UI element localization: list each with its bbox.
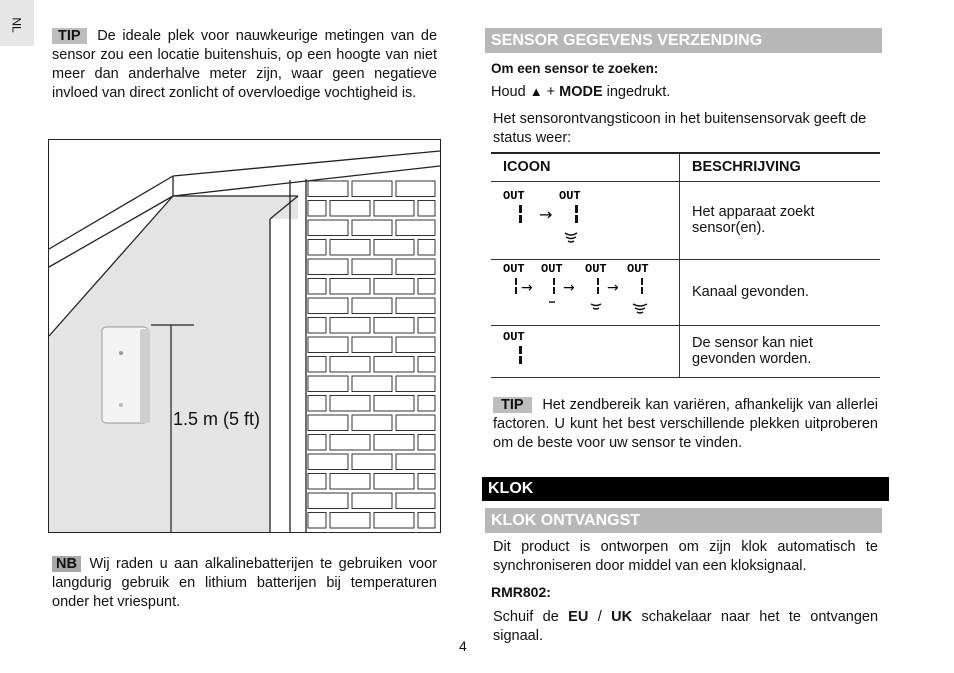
- brick: [352, 493, 392, 509]
- tip2-badge: TIP: [493, 397, 532, 413]
- model-label: RMR802:: [491, 584, 551, 600]
- nb-text: Wij raden u aan alkalinebatterijen te gebruiken voor langdurig gebruik en lithium batterijen bij temperaturen onder het vriespunt.: [52, 556, 438, 610]
- section-title-klok: KLOK: [482, 477, 889, 501]
- brick: [308, 454, 348, 470]
- brick: [396, 376, 435, 392]
- mode-key: MODE: [559, 84, 603, 100]
- brick: [418, 201, 435, 217]
- svg-text:→: →: [607, 280, 619, 296]
- nb-badge: NB: [52, 556, 81, 572]
- height-label: 1.5 m (5 ft): [173, 409, 261, 429]
- uk-key: UK: [611, 609, 633, 625]
- brick: [308, 513, 326, 529]
- section-title-klok-ontvangst: KLOK ONTVANGST: [485, 508, 882, 533]
- out-label: OUT: [541, 262, 563, 276]
- brick: [374, 474, 414, 490]
- brick: [330, 240, 370, 256]
- svg-text:→: →: [539, 205, 553, 224]
- searching-icon-cell: [491, 181, 680, 259]
- tip-badge: TIP: [52, 28, 87, 44]
- brick: [396, 181, 435, 197]
- hold-prefix: Houd: [491, 84, 526, 100]
- hold-suffix: ingedrukt.: [606, 84, 671, 100]
- svg-text:→: →: [563, 280, 575, 296]
- slash: /: [597, 609, 602, 625]
- section-title-sensor: SENSOR GEGEVENS VERZENDING: [485, 28, 882, 53]
- house-wall-drawing: [48, 139, 441, 533]
- brick: [308, 220, 348, 236]
- brick: [308, 181, 348, 197]
- brick: [308, 298, 348, 314]
- brick: [396, 337, 435, 353]
- brick: [352, 220, 392, 236]
- schuif-paragraph: [493, 608, 878, 646]
- brick: [396, 298, 435, 314]
- found-desc: Kanaal gevonden.: [680, 259, 881, 325]
- out-label: OUT: [503, 262, 525, 276]
- brick: [308, 493, 348, 509]
- brick: [308, 376, 348, 392]
- nb-paragraph: [52, 555, 437, 612]
- col-desc-header: BESCHRIJVING: [680, 153, 881, 181]
- brick: [374, 279, 414, 295]
- table-header-row: [491, 153, 880, 181]
- col-icon-header: ICOON: [491, 153, 680, 181]
- tip2-paragraph: [493, 396, 878, 453]
- brick: [330, 513, 370, 529]
- channel-found-icon: [501, 262, 671, 318]
- table-row: [491, 259, 880, 325]
- icon-status-table: [491, 152, 880, 378]
- brick: [396, 454, 435, 470]
- brick: [352, 376, 392, 392]
- brick: [374, 435, 414, 451]
- brick: [352, 298, 392, 314]
- brick: [308, 435, 326, 451]
- brick: [418, 513, 435, 529]
- brick: [308, 337, 348, 353]
- brick: [308, 318, 326, 334]
- brick: [308, 396, 326, 412]
- schuif-prefix: Schuif de: [493, 609, 559, 625]
- brick: [418, 357, 435, 373]
- brick: [418, 435, 435, 451]
- brick: [330, 201, 370, 217]
- brick: [352, 415, 392, 431]
- brick: [330, 357, 370, 373]
- klok-text: Dit product is ontworpen om zijn klok automatisch te synchroniseren door middel van een kloksignaal.: [493, 539, 878, 574]
- brick: [374, 318, 414, 334]
- hold-instruction: [491, 84, 670, 100]
- brick: [308, 279, 326, 295]
- brick: [308, 240, 326, 256]
- brick: [352, 454, 392, 470]
- status-text: Het sensorontvangsticoon in het buitensensorvak geeft de status weer:: [493, 111, 867, 146]
- language-tab: [0, 0, 34, 46]
- brick: [352, 181, 392, 197]
- table-row: [491, 325, 880, 377]
- out-label: OUT: [627, 262, 649, 276]
- brick: [396, 493, 435, 509]
- brick: [396, 259, 435, 275]
- brick: [308, 259, 348, 275]
- tip2-text: Het zendbereik kan variëren, afhankelijk van allerlei factoren. U kunt het best verschillende plekken uitproberen om de beste voor uw sensor te vinden.: [493, 397, 878, 451]
- brick: [374, 240, 414, 256]
- searching-icon: [501, 187, 661, 249]
- out-label: OUT: [559, 189, 581, 203]
- not-found-icon-cell: [491, 325, 680, 377]
- brick: [308, 474, 326, 490]
- brick: [396, 415, 435, 431]
- out-label: OUT: [585, 262, 607, 276]
- brick: [352, 337, 392, 353]
- brick: [330, 474, 370, 490]
- eu-key: EU: [568, 609, 589, 625]
- brick: [330, 318, 370, 334]
- brick: [308, 415, 348, 431]
- brick: [418, 279, 435, 295]
- not-found-icon: [501, 328, 581, 370]
- searching-desc: Het apparaat zoekt sensor(en).: [680, 181, 881, 259]
- brick: [396, 220, 435, 236]
- up-triangle-icon: ▲: [529, 84, 543, 99]
- brick: [418, 474, 435, 490]
- brick: [374, 357, 414, 373]
- language-code: NL: [9, 17, 24, 33]
- tip-paragraph: [52, 27, 437, 103]
- brick: [374, 513, 414, 529]
- hold-plus: +: [546, 84, 556, 100]
- brick: [374, 396, 414, 412]
- schuif-suffix: schakelaar naar het te ontvangen signaal.: [493, 609, 879, 644]
- brick: [418, 396, 435, 412]
- brick: [418, 240, 435, 256]
- out-label: OUT: [503, 189, 525, 203]
- brick: [330, 435, 370, 451]
- svg-text:→: →: [521, 280, 533, 296]
- found-icon-cell: [491, 259, 680, 325]
- brick: [352, 259, 392, 275]
- page-number: 4: [459, 638, 467, 654]
- brick: [374, 201, 414, 217]
- brick: [418, 318, 435, 334]
- tip-text: De ideale plek voor nauwkeurige metingen van de sensor zou een locatie buitenshuis, op een hoogte van niet meer dan anderhalve meter zijn, waar geen negatieve invloed van direct zonlicht of overvloedige vochtigheid is.: [52, 28, 438, 101]
- not-found-desc: De sensor kan niet gevonden worden.: [680, 325, 881, 377]
- find-sensor-heading: Om een sensor te zoeken:: [491, 61, 659, 76]
- brick: [308, 357, 326, 373]
- out-label: OUT: [503, 330, 525, 344]
- brick: [330, 396, 370, 412]
- brick: [330, 279, 370, 295]
- sensor-placement-illustration: [48, 139, 441, 533]
- table-row: [491, 181, 880, 259]
- brick: [308, 201, 326, 217]
